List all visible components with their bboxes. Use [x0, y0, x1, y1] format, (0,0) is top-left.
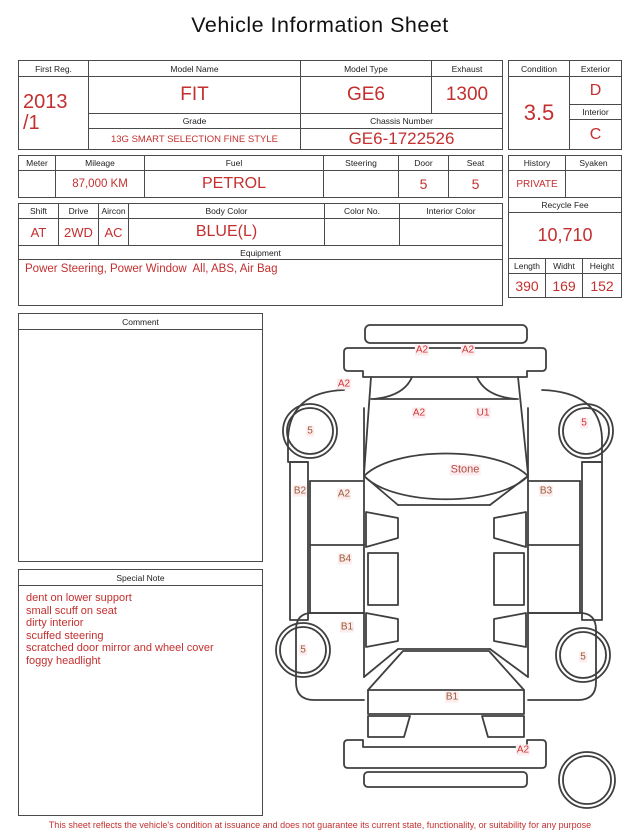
damage-marker: Stone — [450, 463, 480, 476]
drive-label: Drive — [59, 204, 98, 218]
seat-value: 5 — [449, 171, 502, 197]
special-note-line: dirty interior — [26, 617, 84, 630]
fuel-label: Fuel — [145, 156, 323, 170]
doors — [310, 481, 580, 613]
special-note-line: dent on lower support — [26, 592, 132, 604]
hood — [364, 377, 528, 474]
car-diagram — [270, 310, 640, 835]
model-type-value: GE6 — [301, 77, 431, 113]
sills — [290, 462, 602, 620]
shift-value: AT — [19, 219, 58, 245]
drive-value: 2WD — [59, 219, 98, 245]
exterior-label: Exterior — [570, 61, 621, 76]
exhaust-label: Exhaust — [432, 61, 502, 76]
first-reg-label: First Reg. — [19, 61, 88, 76]
fuel-value: PETROL — [145, 171, 323, 197]
damage-marker: A2 — [412, 407, 426, 419]
damage-marker: B1 — [340, 621, 354, 633]
damage-marker: A2 — [337, 378, 351, 390]
chassis-number-value: GE6-1722526 — [301, 129, 502, 149]
damage-marker: B3 — [539, 485, 553, 497]
history-recycle-table — [508, 155, 622, 259]
meter-value — [19, 171, 55, 197]
color-no-label: Color No. — [325, 204, 399, 218]
special-note-line: foggy headlight — [26, 654, 101, 667]
aircon-label: Aircon — [99, 204, 128, 218]
model-type-label: Model Type — [301, 61, 431, 76]
meter-label: Meter — [19, 156, 55, 170]
door-value: 5 — [399, 171, 448, 197]
exhaust-value: 1300 — [432, 77, 502, 113]
damage-marker: A2 — [337, 488, 351, 500]
special-note-box — [18, 569, 263, 816]
equipment-value: Power Steering, Power Window All, ABS, Air Bag — [19, 260, 502, 305]
seat-label: Seat — [449, 156, 502, 170]
width-value: 169 — [546, 274, 582, 297]
recycle-fee-label: Recycle Fee — [509, 198, 621, 212]
special-note-line: scratched door mirror and wheel cover — [26, 642, 214, 655]
chassis-number-label: Chassis Number — [301, 114, 502, 128]
body-color-value: BLUE(L) — [129, 219, 324, 245]
grade-label: Grade — [89, 114, 300, 128]
special-note-label: Special Note — [19, 570, 262, 586]
condition-value: 3.5 — [509, 77, 569, 149]
special-note-line: scuffed steering — [26, 629, 104, 642]
comment-box — [18, 313, 263, 562]
damage-marker: 5 — [307, 425, 313, 437]
drivetrain-table — [18, 203, 503, 246]
body-color-label: Body Color — [129, 204, 324, 218]
condition-table — [508, 60, 622, 150]
interior-color-label: Interior Color — [400, 204, 502, 218]
special-note-line: small scuff on seat — [26, 604, 117, 617]
history-label: History — [509, 156, 565, 170]
front-strip — [365, 325, 527, 343]
damage-marker: A2 — [516, 744, 530, 756]
interior-value: C — [570, 120, 621, 149]
width-label: Widht — [546, 259, 582, 273]
damage-marker: U1 — [476, 407, 490, 419]
dimensions-table — [508, 258, 622, 298]
steering-value — [324, 171, 398, 197]
model-name-value: FIT — [89, 77, 300, 113]
syaken-value — [566, 171, 621, 197]
mileage-value: 87,000 KM — [56, 171, 144, 197]
cabin — [364, 408, 528, 677]
aircon-value: AC — [99, 219, 128, 245]
damage-marker: 5 — [300, 644, 306, 656]
damage-marker: B1 — [445, 691, 459, 703]
interior-color-value — [400, 219, 502, 245]
grade-value: 13G SMART SELECTION FINE STYLE — [89, 129, 300, 149]
exterior-value: D — [570, 77, 621, 104]
equipment-table — [18, 245, 503, 306]
usage-table — [18, 155, 503, 198]
color-no-value — [325, 219, 399, 245]
height-value: 152 — [583, 274, 621, 297]
history-value: PRIVATE — [509, 171, 565, 197]
comment-content — [19, 330, 262, 342]
damage-marker: B4 — [338, 553, 352, 565]
model-name-label: Model Name — [89, 61, 300, 76]
damage-marker: 5 — [581, 417, 587, 429]
steering-label: Steering — [324, 156, 398, 170]
condition-label: Condition — [509, 61, 569, 76]
shift-label: Shift — [19, 204, 58, 218]
equipment-label: Equipment — [19, 246, 502, 259]
damage-marker: A2 — [461, 344, 475, 356]
syaken-label: Syaken — [566, 156, 621, 170]
damage-marker: 5 — [580, 651, 586, 663]
comment-label: Comment — [19, 314, 262, 330]
length-value: 390 — [509, 274, 545, 297]
height-label: Height — [583, 259, 621, 273]
vehicle-main-table — [18, 60, 503, 150]
door-label: Door — [399, 156, 448, 170]
footer-disclaimer: This sheet reflects the vehicle's condition at issuance and does not guarantee its current state, functionality, or suitability for any purpose — [48, 820, 592, 830]
damage-marker: A2 — [415, 344, 429, 356]
length-label: Length — [509, 259, 545, 273]
recycle-fee-value: 10,710 — [509, 213, 621, 258]
front-fenders — [288, 390, 602, 462]
front-bumper — [344, 348, 546, 377]
special-note-content — [19, 586, 262, 674]
first-reg-value: 2013 /1 — [19, 77, 88, 149]
windshield — [364, 454, 528, 500]
page-title: Vehicle Information Sheet — [191, 13, 449, 37]
damage-marker: B2 — [293, 485, 307, 497]
mileage-label: Mileage — [56, 156, 144, 170]
interior-label: Interior — [570, 105, 621, 119]
